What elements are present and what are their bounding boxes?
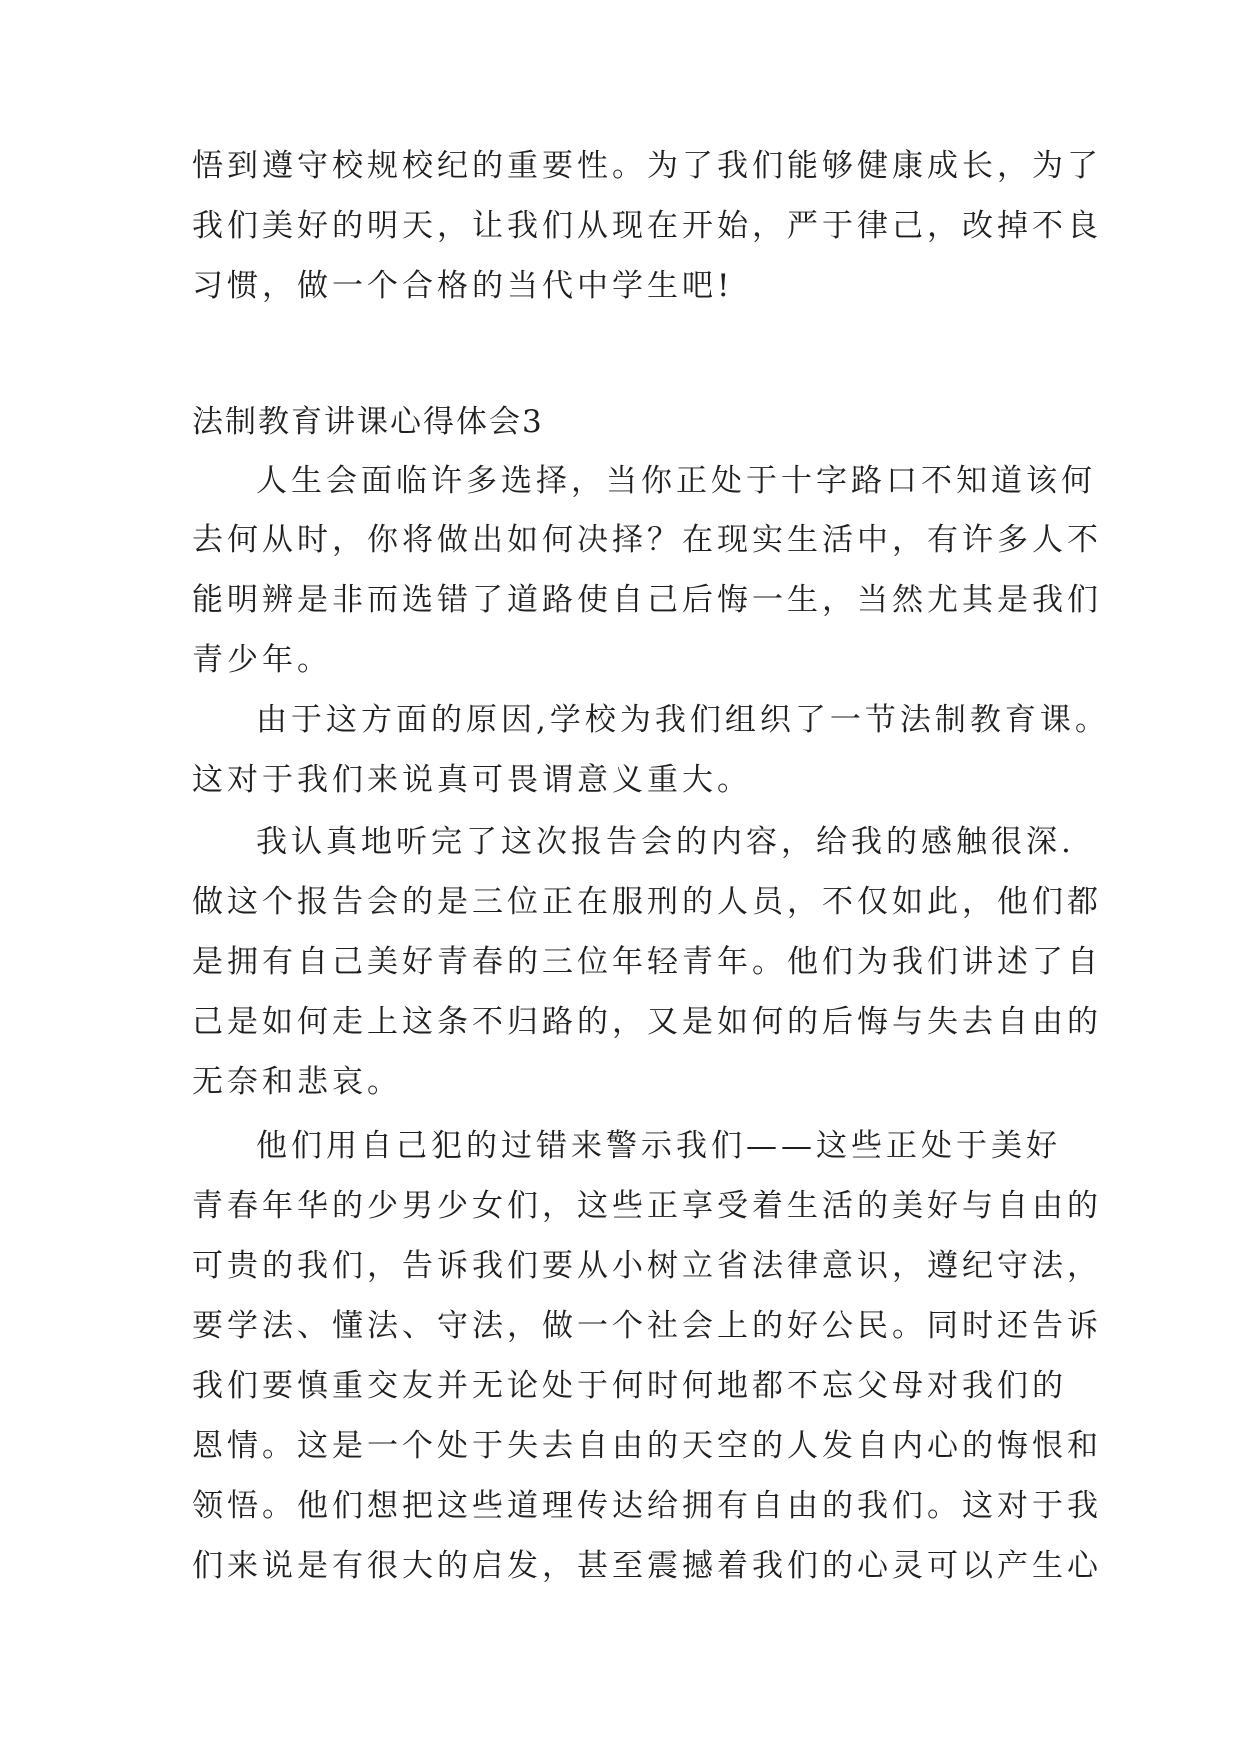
- text-line: 是拥有自己美好青春的三位年轻青年。他们为我们讲述了自: [192, 944, 1102, 980]
- text-line: 们来说是有很大的启发，甚至震撼着我们的心灵可以产生心: [192, 1548, 1102, 1584]
- text-line: 可贵的我们，告诉我们要从小树立省法律意识，遵纪守法，: [192, 1248, 1102, 1284]
- text-line: 做这个报告会的是三位正在服刑的人员，不仅如此，他们都: [192, 884, 1102, 920]
- text-line: 我认真地听完了这次报告会的内容，给我的感触很深.: [256, 824, 1075, 860]
- text-line: 己是如何走上这条不归路的，又是如何的后悔与失去自由的: [192, 1004, 1102, 1040]
- text-line: 青少年。: [192, 642, 332, 678]
- text-line: 要学法、懂法、守法，做一个社会上的好公民。同时还告诉: [192, 1308, 1102, 1344]
- text-line: 他们用自己犯的过错来警示我们——这些正处于美好: [256, 1128, 1061, 1164]
- text-line: 无奈和悲哀。: [192, 1064, 402, 1100]
- text-line: 人生会面临许多选择，当你正处于十字路口不知道该何: [256, 463, 1096, 499]
- text-line: 悟到遵守校规校纪的重要性。为了我们能够健康成长，为了: [192, 148, 1102, 184]
- text-line: 我们要慎重交友并无论处于何时何地都不忘父母对我们的: [192, 1368, 1067, 1404]
- text-line: 领悟。他们想把这些道理传达给拥有自由的我们。这对于我: [192, 1488, 1102, 1524]
- text-line: 恩情。这是一个处于失去自由的天空的人发自内心的悔恨和: [192, 1428, 1102, 1464]
- text-line: 习惯，做一个合格的当代中学生吧!: [192, 268, 734, 304]
- text-line: 由于这方面的原因,学校为我们组织了一节法制教育课。: [256, 702, 1110, 738]
- text-line: 我们美好的明天，让我们从现在开始，严于律己，改掉不良: [192, 208, 1102, 244]
- text-line: 青春年华的少男少女们，这些正享受着生活的美好与自由的: [192, 1188, 1102, 1224]
- text-line: 这对于我们来说真可畏谓意义重大。: [192, 762, 752, 798]
- text-line: 能明辨是非而选错了道路使自己后悔一生，当然尤其是我们: [192, 582, 1102, 618]
- text-line: 去何从时，你将做出如何决择？在现实生活中，有许多人不: [192, 522, 1102, 558]
- section-title: 法制教育讲课心得体会3: [192, 404, 544, 440]
